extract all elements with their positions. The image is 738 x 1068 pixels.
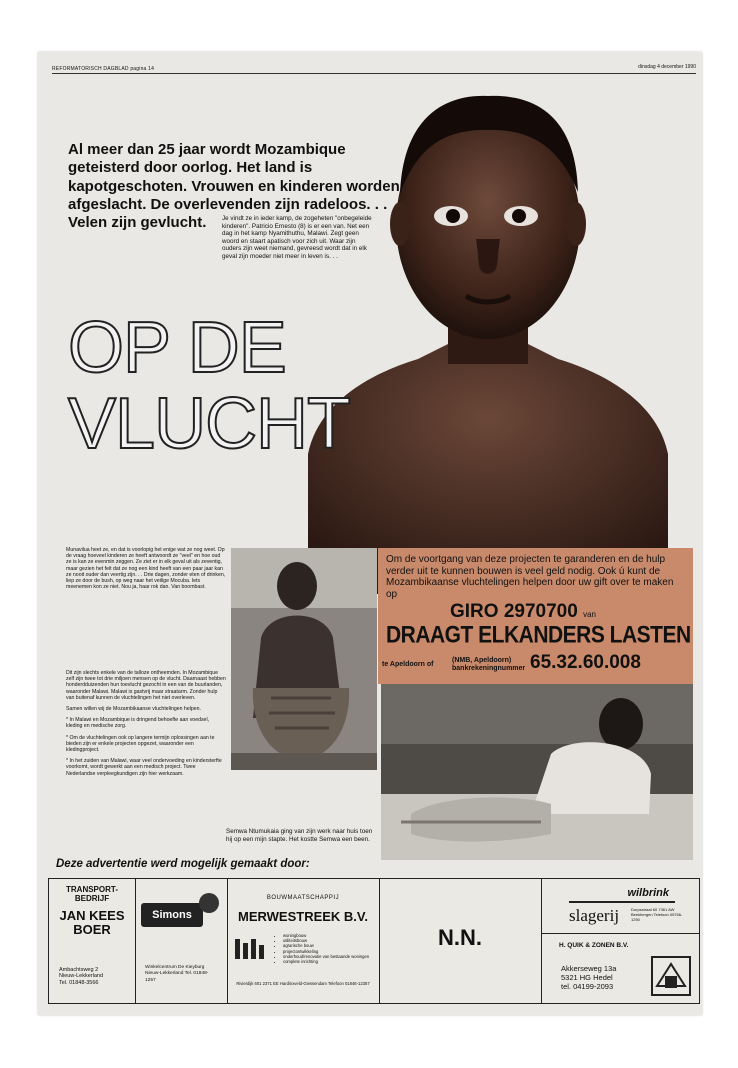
wilbrink-logo: wilbrink xyxy=(569,887,675,903)
services-list xyxy=(275,933,369,964)
service-item: • complete inrichting xyxy=(283,959,369,964)
body-paragraph: * In het zuiden van Malawi, waar veel ondervoeding en kindersterfte voorkomt, wordt gewerkt aan een medisch project. Twee Nederlandse verpleegkundigen zijn hier werkzaam. xyxy=(66,758,222,777)
service-item: • utiliteitsbouw xyxy=(283,938,369,943)
service-item: • woningbouw xyxy=(283,933,369,938)
sponsor-quik xyxy=(541,934,699,1003)
address-line: 5321 HG Hedel xyxy=(561,973,613,982)
newspaper-page xyxy=(38,52,702,1015)
sponsor-name: JAN KEES BOER xyxy=(59,908,125,937)
account-number: 65.32.60.008 xyxy=(530,652,641,673)
service-item: • agrarische bouw xyxy=(283,943,369,948)
sponsor-name: MERWESTREEK B.V. xyxy=(237,909,369,924)
sponsor-wilbrink xyxy=(541,879,699,934)
woman-photo xyxy=(231,548,377,770)
giro-label: GIRO 2970700 xyxy=(450,601,578,622)
sponsor-heading: Deze advertentie werd mogelijk gemaakt door: xyxy=(56,858,310,870)
body-text xyxy=(66,670,226,782)
sponsor-address: Winkelcentrum De Kieyburg Nieuw-Lekkerland Tel. 01848-1257 xyxy=(145,965,209,983)
sponsor-address xyxy=(561,964,616,991)
newspaper-header: REFORMATORISCH DAGBLAD pagina 14 xyxy=(52,66,155,72)
service-item: • projectontwikkeling xyxy=(283,949,369,954)
sponsor-name: H. QUIK & ZONEN B.V. xyxy=(559,942,629,949)
woman-caption: Munavilua heet ze, en dat is voorlopig het enige wat ze nog weet. Op de vraag hoeveel kinderen ze heeft antwoordt ze "veel" en hoe oud ze is kan ze evenmin zeggen. Ze ziet er in elk geval uit als zeventig, maar gezien het feit dat ze nog een kind heeft van een paar jaar kan ze nooit ouder dan veertig zijn. . . Drie dagen, zonder eten of drinken, liep ze door de bush, op weg naar het veilige Mocuba. Iets meenemen kon ze niet. Nou ja, haar rok dan. Van boombast. xyxy=(66,547,226,591)
slogan: DRAAGT ELKANDERS LASTEN xyxy=(386,622,691,649)
intro-text: Je vindt ze in ieder kamp, de zogeheten "onbegeleide kinderen". Patricio Ernesto (8) is er een van. Net een dag in het kamp Nyamithuthu, Malawi. Zegt geen woord en staart apatisch voor zich uit. Waar zijn ouders zijn weet niemand, gevreesd wordt dat in elk geval zijn moeder niet meer in leven is. . . xyxy=(222,215,372,260)
phone-line: Tel. 01848-3566 xyxy=(59,979,99,986)
bank-label: bankrekeningnummer xyxy=(452,665,526,672)
giro-suffix: van xyxy=(583,610,596,619)
address-line: Nieuw-Lekkerland xyxy=(59,973,104,980)
sponsor-type: TRANSPORT-BEDRIJF xyxy=(66,885,118,903)
sponsor-name: N.N. xyxy=(438,925,482,950)
sponsor-address: Dorpsstraat 60 7361 AW Beekbergen Telefoon 05766-1250 xyxy=(631,907,683,922)
sponsor-merwestreek xyxy=(227,879,380,1003)
man-caption: Semwa Ntumukaia ging van zijn werk naar huis toen hij op een mijn stapte. Het kostte Semwa een been. xyxy=(226,828,373,843)
bank-name: (NMB, Apeldoorn) xyxy=(452,657,512,664)
body-paragraph: * Om de vluchtelingen ook op langere termijn oplossingen aan te bieden zijn er enkele projecten opgezet, waaronder een kledingproject. xyxy=(66,734,215,754)
donation-box xyxy=(378,548,693,684)
donation-text: Om de voortgang van deze projecten te garanderen en de hulp verder uit te kunnen bouwen is veel geld nodig. Ook ú kunt de Mozambikaanse vluchtelingen helpen door uw gift over te maken op xyxy=(386,554,674,600)
simons-logo: Simons xyxy=(141,903,203,927)
address-line: Ambachtsweg 2 xyxy=(59,967,99,973)
quik-logo-icon xyxy=(651,956,691,996)
sponsor-grid xyxy=(48,878,700,1004)
bank-place: te Apeldoorn of xyxy=(382,661,434,668)
merwestreek-logo-icon xyxy=(235,937,265,961)
title-line-1: OP DE xyxy=(68,308,286,388)
page-title xyxy=(68,310,350,462)
sponsor-simons xyxy=(135,879,228,1003)
address-line: Akkerseweg 13a xyxy=(561,964,617,973)
body-paragraph: Samen willen wij de Mozambikaanse vluchtelingen helpen. xyxy=(66,706,201,713)
headline: Al meer dan 25 jaar wordt Mozambique geteisterd door oorlog. Het land is kapotgeschoten. Vrouwen en kinderen worden afgeslacht. De overlevenden zijn radeloos. . . Velen zijn gevlucht. xyxy=(68,141,400,232)
body-paragraph: * In Malawi en Mozambique is dringend behoefte aan voedsel, kleding en medische zorg. xyxy=(66,717,210,730)
sponsor-nn xyxy=(379,879,542,1003)
slagerij-label: slagerij xyxy=(569,906,620,925)
giro-number xyxy=(450,601,596,623)
service-item: • onderhoud/renovatie van bestaande woningen xyxy=(283,954,369,959)
man-photo xyxy=(381,684,693,860)
sponsor-address xyxy=(59,967,103,986)
phone-line: tel. 04199-2093 xyxy=(561,982,614,991)
sponsor-jan-kees-boer xyxy=(49,879,136,1003)
body-paragraph: Dit zijn slechts enkele van de talloze ontheemden. In Mozambique zelf zijn twee tot drie miljoen mensen op de vlucht. Daarnaast hebben honderdduizenden hun toevlucht gezocht in een van de buurlanden, waaronder Malawi. Malawi is gastvrij maar straatarm. Zonder hulp van buitenaf kunnen de vluchtelingen het niet overleven. xyxy=(66,670,226,701)
simons-emblem-icon xyxy=(199,893,219,913)
sponsor-type: BOUWMAATSCHAPPIJ xyxy=(266,895,340,901)
issue-date: dinsdag 4 december 1990 xyxy=(638,64,696,70)
bank-info xyxy=(452,657,525,673)
sponsor-address: Rivierdijk 601 2371 EE Hardinxveld-Giessendam Telefoon 01846-12357 xyxy=(236,981,370,986)
title-line-2: VLUCHT xyxy=(68,384,351,464)
